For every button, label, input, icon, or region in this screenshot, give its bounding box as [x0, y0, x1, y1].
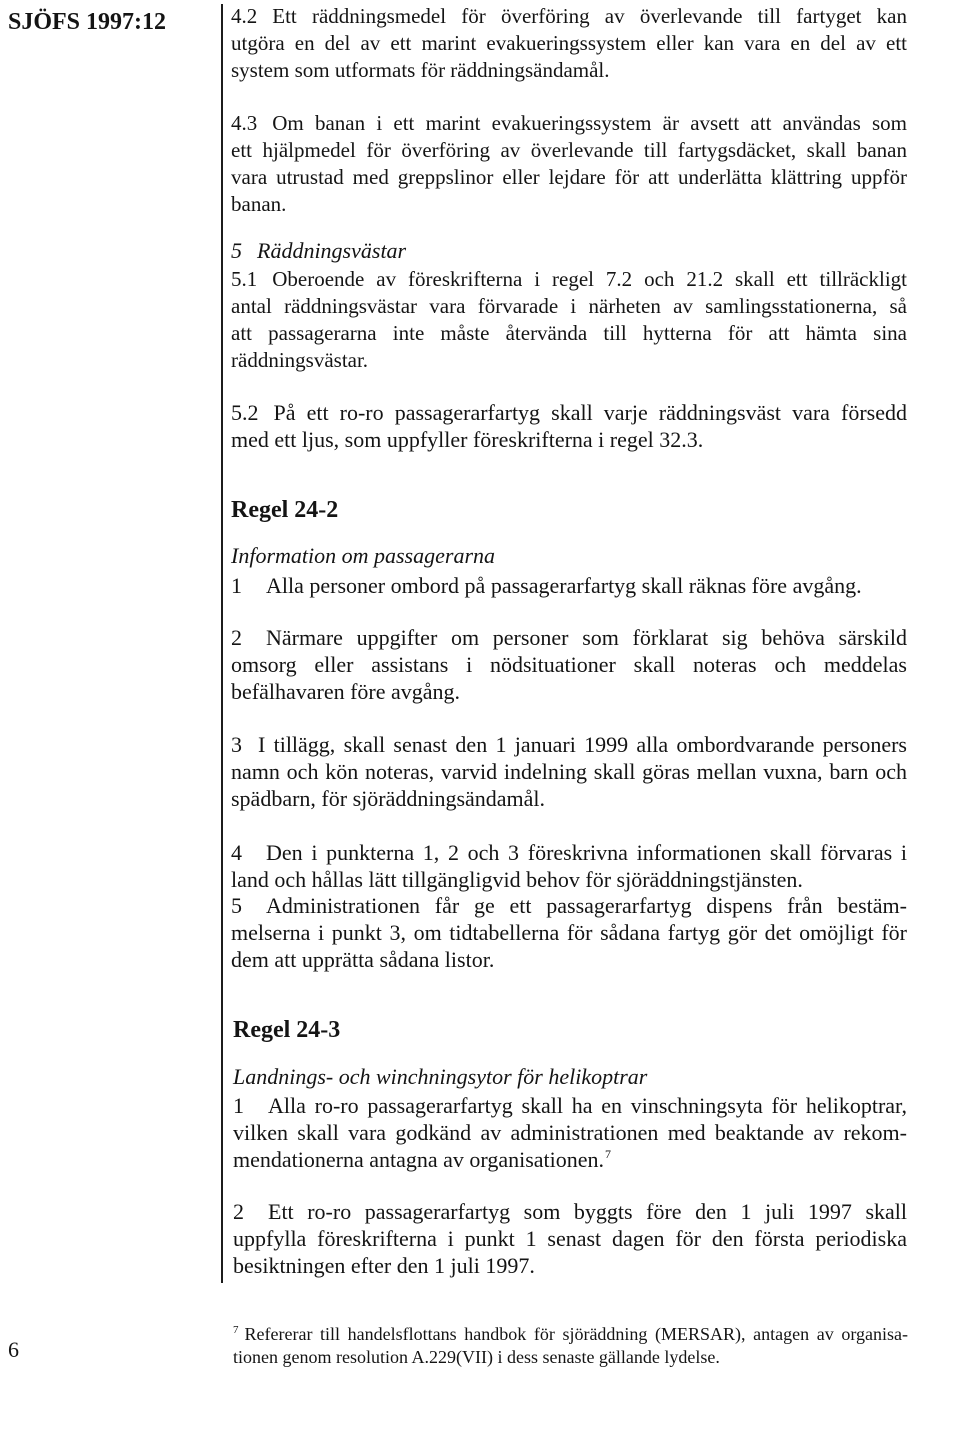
text-line: [231, 919, 907, 946]
footnote: [233, 1323, 908, 1369]
rule-heading-24-3: Regel 24-3: [233, 1017, 341, 1043]
text-line: [233, 1146, 907, 1173]
line-text: melserna i punkt 3, om tidtabellerna för sådana fartyg gör det omöjligt för: [231, 920, 907, 945]
line-text: befälhavaren före avgång.: [231, 679, 461, 704]
item-number: 2: [231, 625, 242, 650]
text-line: [231, 347, 907, 374]
rule-subtitle-24-3: Landnings- och winchningsytor för helikoptrar: [233, 1064, 648, 1089]
item-number: 3: [231, 732, 242, 757]
rule-24-2-item-5: [231, 892, 907, 973]
text-line: [231, 839, 907, 866]
text-line: 7 Refererar till handelsflottans handbok för sjöräddning (MERSAR), antagen av organisa-: [233, 1324, 908, 1344]
line-text: spädbarn, för sjöräddningsändamål.: [231, 786, 546, 811]
paragraph-4-2: [231, 3, 907, 84]
footnote-reference: 7: [605, 1147, 612, 1161]
item-number: 2: [233, 1199, 244, 1224]
text-line: [231, 137, 907, 164]
line-text: med ett ljus, som uppfyller föreskrifterna i regel 32.3.: [231, 427, 704, 452]
line-text: namn och kön noteras, varvid indelning skall göras mellan vuxna, barn och: [231, 759, 907, 784]
line-text: banan.: [231, 192, 287, 216]
item-number: 5: [231, 893, 242, 918]
text-line: [231, 320, 907, 347]
text-line: [231, 946, 907, 973]
line-text: Ett ro-ro passagerarfartyg som byggts före den 1 juli 1997 skall: [268, 1199, 907, 1224]
rule-heading-24-2: Regel 24-2: [231, 497, 339, 523]
line-text: land och hållas lätt tillgängligvid behov för sjöräddningstjänsten.: [231, 867, 803, 892]
text-line: [233, 1252, 907, 1279]
item-number: 1: [233, 1093, 244, 1118]
rule-24-3-item-1: [233, 1092, 907, 1173]
rule-24-2-item-1: [231, 572, 907, 599]
line-text: att passagerarna inte måste återvända till hytterna för att hämta sina: [231, 321, 907, 345]
text-line: [231, 293, 907, 320]
line-text: tionen genom resolution A.229(VII) i dess senaste gällande lydelse.: [233, 1347, 720, 1367]
text-line: [231, 164, 907, 191]
line-text: ett hjälpmedel för överföring av överlevande till fartygsdäcket, skall banan: [231, 138, 907, 162]
line-text: dem att upprätta sådana listor.: [231, 947, 495, 972]
line-text: Refererar till handelsflottans handbok för sjöräddning (MERSAR), antagen av organisa-: [244, 1324, 908, 1344]
document-id: SJÖFS 1997:12: [8, 9, 167, 35]
line-text: vara utrustad med greppslinor eller lejdare för att underlätta klättring uppför: [231, 165, 907, 189]
text-line: [231, 651, 907, 678]
line-text: Den i punkterna 1, 2 och 3 föreskrivna informationen skall förvaras i: [266, 840, 907, 865]
paragraph-4-3: [231, 110, 907, 218]
line-text: vilken skall vara godkänd av administrationen med beaktande av rekom-: [233, 1120, 907, 1145]
paragraph-5-2: [231, 399, 907, 453]
rule-24-2-item-2: [231, 624, 907, 705]
paragraph-number: 5.1: [231, 267, 258, 291]
section-heading-5: [231, 237, 907, 264]
rule-24-2-item-4: [231, 839, 907, 893]
paragraph-number: 4.3: [231, 111, 258, 135]
line-text: Alla personer ombord på passagerarfartyg skall räknas före avgång.: [266, 573, 862, 598]
text-line: [231, 785, 907, 812]
text-line: [231, 426, 907, 453]
text-line: [231, 110, 907, 137]
text-line: [233, 1198, 907, 1225]
text-line: [231, 399, 907, 426]
text-line: [233, 1225, 907, 1252]
item-number: 1: [231, 573, 242, 598]
text-line: [231, 191, 907, 218]
paragraph-number: 4.2: [231, 4, 258, 28]
line-text: Oberoende av föreskrifterna i regel 7.2 och 21.2 skall ett tillräckligt: [272, 267, 907, 291]
section-title: Räddningsvästar: [257, 238, 407, 263]
text-line: [231, 57, 907, 84]
change-margin-bar: [221, 4, 223, 1283]
section-number: 5: [231, 238, 242, 263]
line-text: Om banan i ett marint evakueringssystem är avsett att användas som: [272, 111, 907, 135]
line-text: utgöra en del av ett marint evakueringssystem eller kan vara en del av ett: [231, 31, 907, 55]
line-text: I tillägg, skall senast den 1 januari 1999 alla ombordvarande personers: [258, 732, 907, 757]
text-line: [231, 731, 907, 758]
line-text: omsorg eller assistans i nödsituationer skall noteras och meddelas: [231, 652, 907, 677]
text-line: [233, 1346, 908, 1369]
paragraph-5-1: [231, 266, 907, 374]
line-text: antal räddningsvästar vara förvarade i närheten av samlingsstationerna, så: [231, 294, 907, 318]
rule-subtitle-24-2: Information om passagerarna: [231, 543, 496, 568]
line-text: På ett ro-ro passagerarfartyg skall varje räddningsväst vara försedd: [273, 400, 907, 425]
paragraph-number: 5.2: [231, 400, 259, 425]
line-text: Administrationen får ge ett passagerarfartyg dispens från bestäm-: [266, 893, 907, 918]
text-line: [231, 266, 907, 293]
line-text: Närmare uppgifter om personer som förklarat sig behöva särskild: [266, 625, 907, 650]
rule-24-3-item-2: [233, 1198, 907, 1279]
text-line: [231, 30, 907, 57]
line-text: besiktningen efter den 1 juli 1997.: [233, 1253, 535, 1278]
line-text: uppfylla föreskrifterna i punkt 1 senast dagen för den första periodiska: [233, 1226, 907, 1251]
item-number: 4: [231, 840, 242, 865]
text-line: [231, 678, 907, 705]
line-text: Alla ro-ro passagerarfartyg skall ha en vinschningsyta för helikoptrar,: [268, 1093, 907, 1118]
text-line: [231, 572, 907, 599]
line-text: system som utformats för räddningsändamål.: [231, 58, 610, 82]
text-line: [231, 758, 907, 785]
text-line: [233, 1092, 907, 1119]
text-line: [233, 1119, 907, 1146]
text-line: [231, 3, 907, 30]
line-text: mendationerna antagna av organisationen.: [233, 1147, 605, 1172]
page-number: 6: [8, 1337, 19, 1362]
text-line: [231, 892, 907, 919]
line-text: Ett räddningsmedel för överföring av överlevande till fartyget kan: [272, 4, 907, 28]
line-text: räddningsvästar.: [231, 348, 369, 372]
text-line: [231, 866, 907, 893]
text-line: [231, 624, 907, 651]
rule-24-2-item-3: [231, 731, 907, 812]
